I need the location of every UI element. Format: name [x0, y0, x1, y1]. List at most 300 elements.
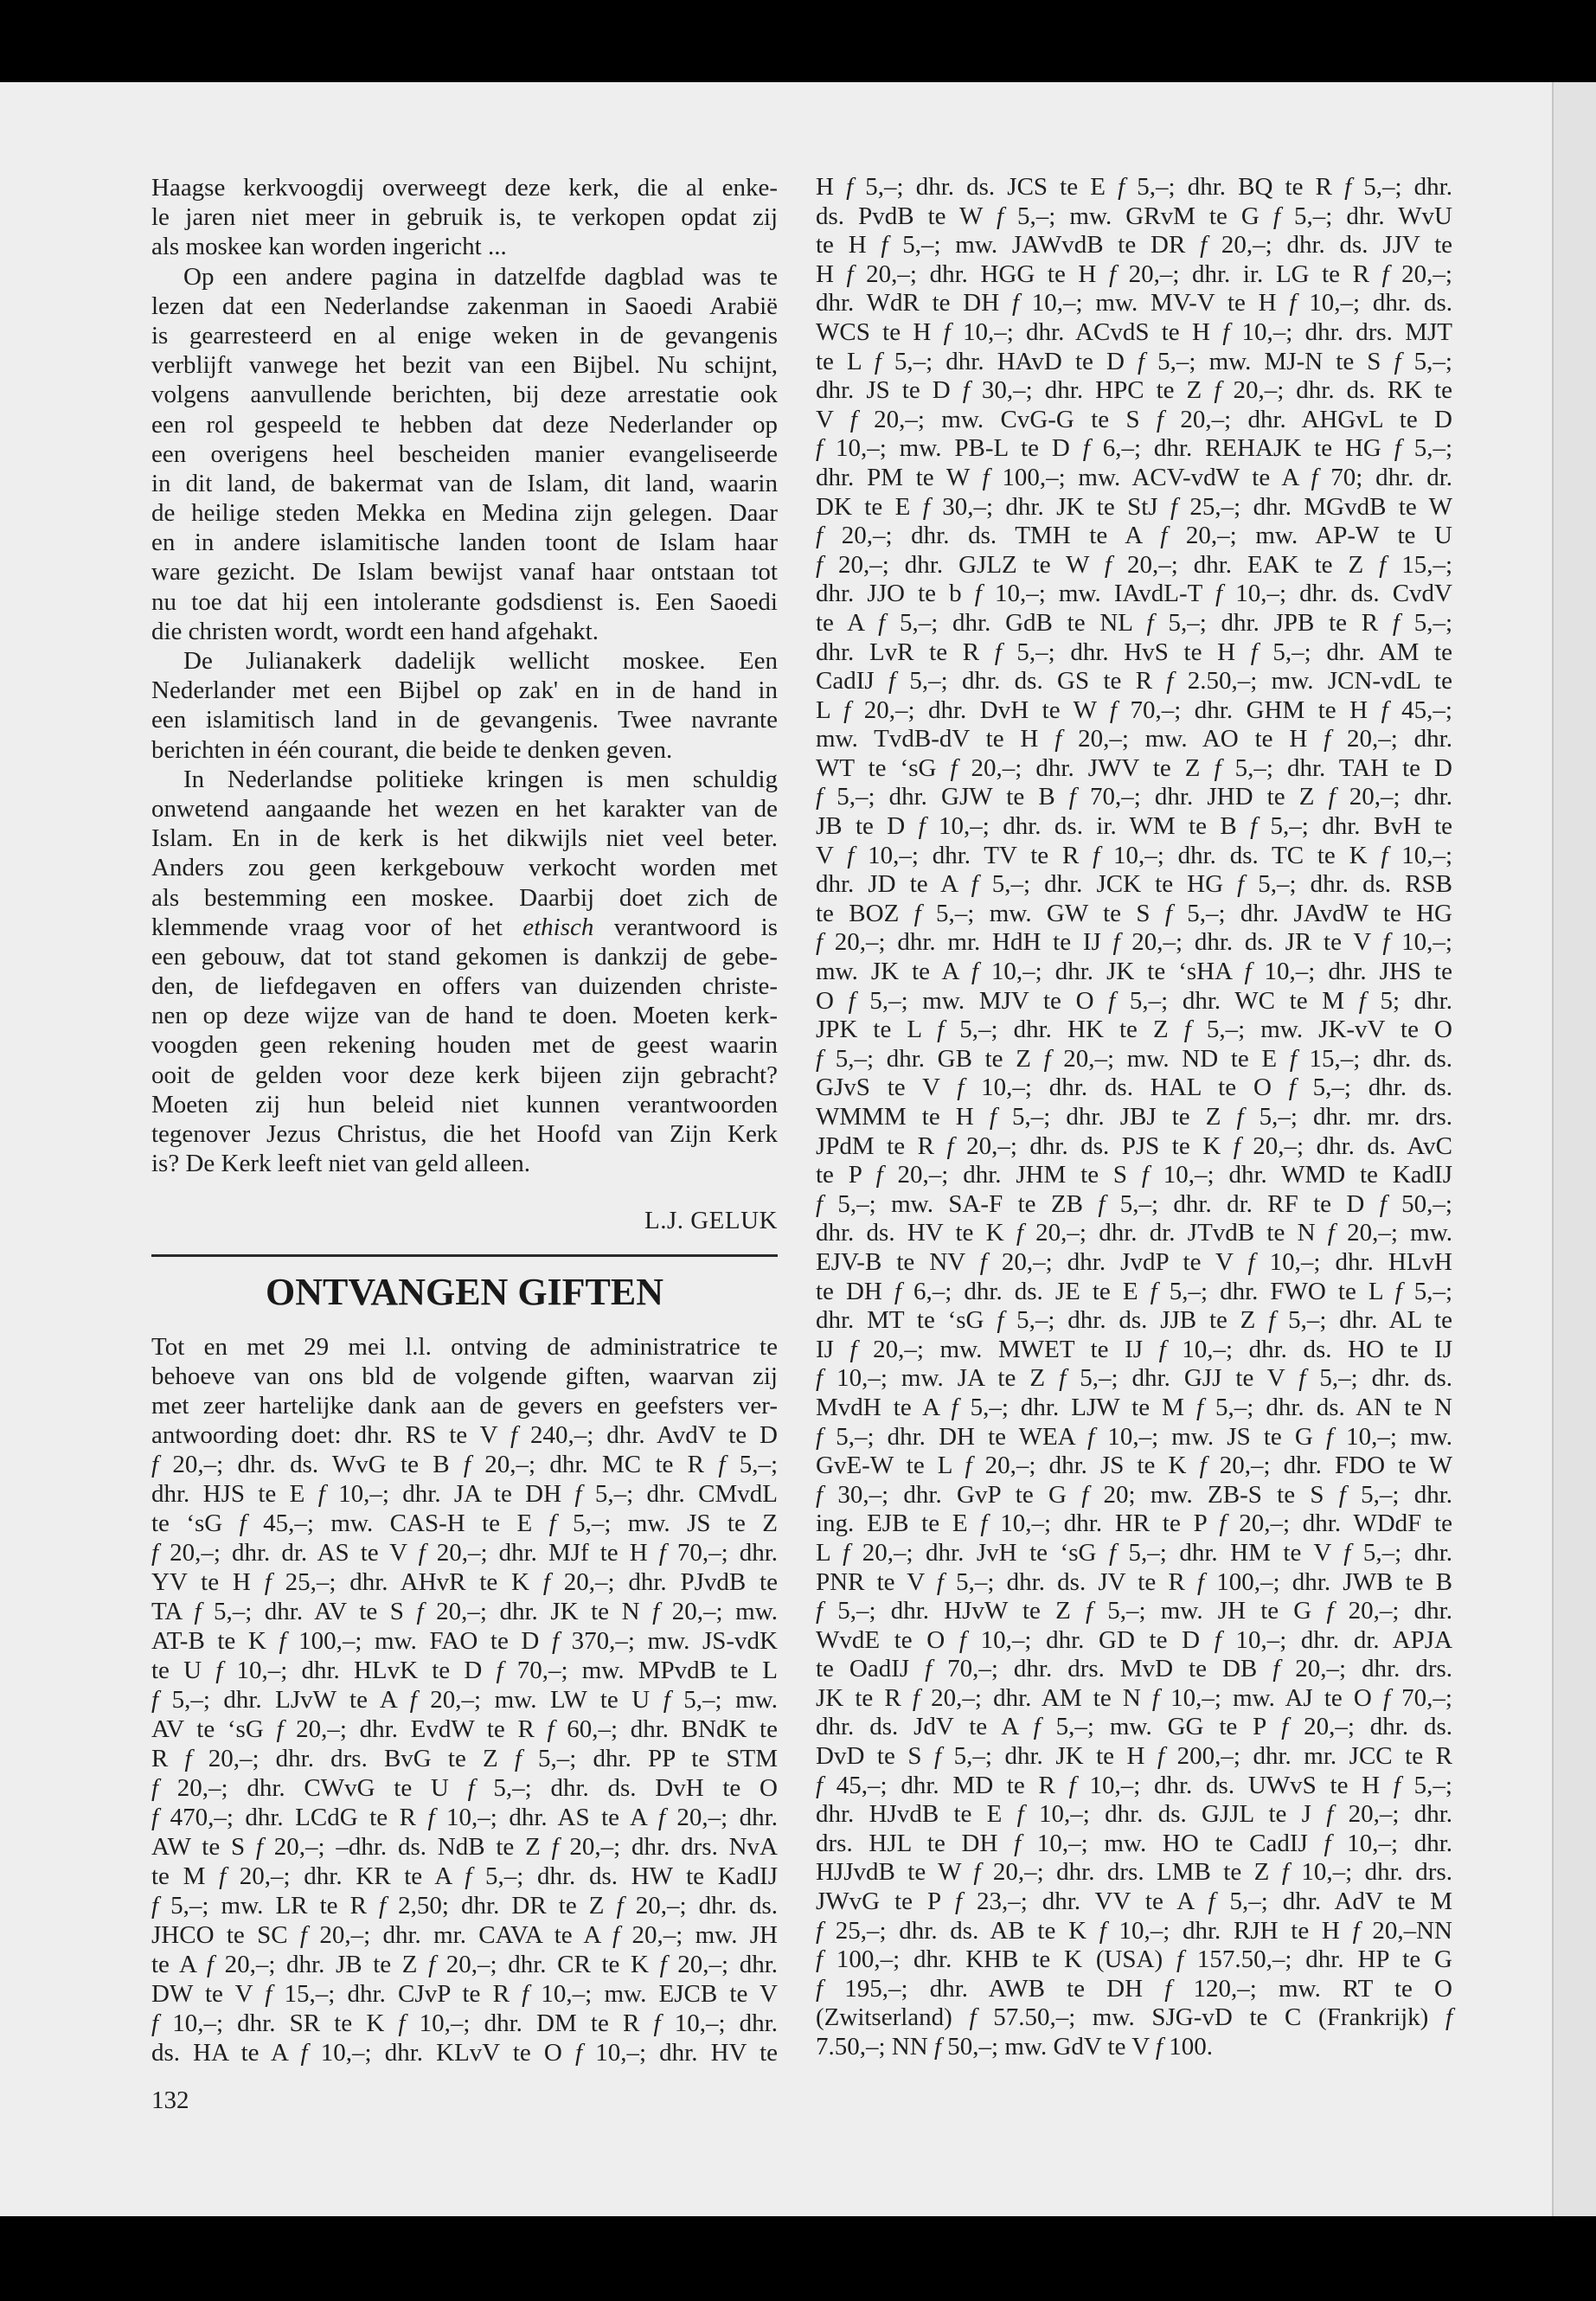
guilder-sign: f — [465, 1862, 472, 1890]
line-text: mw. TvdB-dV te H f 20,–; mw. AO te H f 20,–; dhr. — [816, 725, 1452, 753]
line-text: f 20,–; dhr. dr. AS te V f 20,–; dhr. MJf te H f 70,–; dhr. — [151, 1539, 778, 1567]
guilder-sign: f — [1272, 1655, 1280, 1683]
guilder-sign: f — [955, 1888, 963, 1916]
line-text: V f 20,–; mw. CvG-G te S f 20,–; dhr. AHGvL te D — [816, 405, 1452, 433]
guilder-sign: f — [1324, 1829, 1331, 1857]
guilder-sign: f — [846, 173, 854, 201]
line-text: f 20,–; dhr. CWvG te U f 5,–; dhr. ds. DvH te O — [151, 1774, 778, 1802]
line-text: O f 5,–; mw. MJV te O f 5,–; dhr. WC te M f 5; dhr. — [816, 986, 1452, 1015]
text-line — [816, 1975, 1452, 2004]
line-text: dhr. JS te D f 30,–; dhr. HPC te Z f 20,–; dhr. ds. RK te — [816, 376, 1452, 405]
line-text: een gebouw, dat tot stand gekomen is dankzij de gebe- — [151, 942, 778, 971]
guilder-sign: f — [971, 958, 978, 986]
line-text: (Zwitserland) f 57.50,–; mw. SJG-vD te C (Frankrijk) f — [816, 2003, 1452, 2032]
line-text: f 100,–; dhr. KHB te K (USA) f 157.50,–; dhr. HP te G — [816, 1945, 1452, 1974]
guilder-sign: f — [1112, 928, 1120, 957]
line-text: JWvG te P f 23,–; dhr. VV te A f 5,–; dhr. AdV te M — [816, 1888, 1452, 1916]
line-text: f 5,–; mw. LR te R f 2,50; dhr. DR te Z f 20,–; dhr. ds. — [151, 1892, 778, 1920]
guilder-sign: f — [816, 522, 824, 550]
guilder-sign: f — [1250, 812, 1258, 841]
guilder-sign: f — [184, 1745, 192, 1772]
text-line — [816, 434, 1452, 464]
guilder-sign: f — [965, 1452, 972, 1480]
guilder-sign: f — [1109, 695, 1117, 724]
guilder-sign: f — [925, 1655, 933, 1683]
guilder-sign: f — [1352, 1916, 1360, 1945]
guilder-sign: f — [239, 1509, 247, 1537]
guilder-sign: f — [1214, 376, 1221, 405]
guilder-sign: f — [816, 550, 824, 579]
line-text: GJvS te V f 10,–; dhr. ds. HAL te O f 5,–; dhr. ds. — [816, 1074, 1452, 1102]
line-text: In Nederlandse politieke kringen is men schuldig — [183, 765, 779, 793]
line-text: YV te H f 25,–; dhr. AHvR te K f 20,–; dhr. PJvdB te — [151, 1568, 778, 1596]
line-text: f 30,–; dhr. GvP te G f 20; mw. ZB-S te S f 5,–; dhr. — [816, 1480, 1453, 1509]
guilder-sign: f — [816, 1771, 824, 1799]
text-line — [151, 1332, 778, 1362]
guilder-sign: f — [1043, 1044, 1051, 1073]
guilder-sign: f — [317, 1480, 325, 1508]
guilder-sign: f — [658, 1539, 666, 1567]
guilder-sign: f — [574, 1480, 582, 1508]
text-line — [816, 1452, 1452, 1481]
text-line — [151, 1149, 778, 1178]
line-text: te A f 5,–; dhr. GdB te NL f 5,–; dhr. JPB te R f 5,–; — [816, 608, 1452, 637]
guilder-sign: f — [1195, 1393, 1203, 1421]
line-text: DK te E f 30,–; dhr. JK te StJ f 25,–; dhr. MGvdB te W — [816, 492, 1453, 521]
text-line — [816, 1830, 1452, 1859]
guilder-sign: f — [418, 1539, 426, 1567]
line-text: die christen wordt, wordt een hand afgehakt. — [151, 617, 599, 645]
line-text: dhr. ds. JdV te A f 5,–; mw. GG te P f 20,–; dhr. ds. — [816, 1713, 1453, 1741]
guilder-sign: f — [1086, 1597, 1093, 1625]
text-line — [816, 1074, 1452, 1103]
guilder-sign: f — [1381, 260, 1389, 288]
emphasis-text: ethisch — [522, 913, 594, 941]
guilder-sign: f — [1156, 405, 1163, 433]
line-text: MvdH te A f 5,–; dhr. LJW te M f 5,–; dhr. ds. AN te N — [816, 1393, 1452, 1421]
line-text: R f 20,–; dhr. drs. BvG te Z f 5,–; dhr. PP te STM — [151, 1745, 778, 1772]
guilder-sign: f — [1081, 1480, 1089, 1509]
text-line — [816, 1278, 1452, 1307]
text-line — [816, 667, 1452, 696]
line-text: nu toe dat hij een intolerante godsdienst is. Een Saoedi — [151, 587, 778, 616]
guilder-sign: f — [1244, 958, 1252, 986]
guilder-sign: f — [973, 1858, 981, 1887]
text-line — [151, 173, 778, 202]
line-text: f 20,–; dhr. GJLZ te W f 20,–; dhr. EAK te Z f 15,–; — [816, 550, 1453, 579]
line-text: dhr. JJO te b f 10,–; mw. IAvdL-T f 10,–; dhr. ds. CvdV — [816, 580, 1452, 608]
guilder-sign: f — [1288, 1074, 1296, 1102]
text-line — [816, 1016, 1452, 1045]
guilder-sign: f — [1328, 783, 1336, 811]
guilder-sign: f — [816, 1189, 824, 1218]
guilder-sign: f — [1082, 434, 1090, 463]
guilder-sign: f — [1392, 608, 1400, 637]
line-text: JPK te L f 5,–; dhr. HK te Z f 5,–; mw. JK-vV te O — [816, 1016, 1452, 1044]
guilder-sign: f — [1381, 695, 1388, 724]
text-line — [151, 646, 778, 676]
text-line — [816, 1800, 1452, 1830]
line-text: te P f 20,–; dhr. JHM te S f 10,–; dhr. WMD te KadIJ — [816, 1161, 1453, 1189]
text-line — [151, 913, 778, 942]
text-line — [816, 1626, 1452, 1656]
guilder-sign: f — [428, 1951, 436, 1978]
guilder-sign: f — [1199, 1452, 1207, 1480]
guilder-sign: f — [151, 1774, 159, 1802]
line-text: WCS te H f 10,–; dhr. ACvdS te H f 10,–; dhr. drs. MJT — [816, 317, 1452, 346]
guilder-sign: f — [1158, 1335, 1166, 1363]
text-line — [151, 1656, 778, 1685]
guilder-sign: f — [379, 1892, 387, 1920]
line-text: De Julianakerk dadelijk wellicht moskee. Een — [183, 647, 778, 675]
guilder-sign: f — [878, 608, 886, 637]
text-line — [816, 1568, 1452, 1598]
text-line — [151, 1001, 778, 1030]
article-author: L.J. GELUK — [644, 1207, 778, 1234]
line-text: DW te V f 15,–; dhr. CJvP te R f 10,–; mw. EJCB te V — [151, 1980, 778, 2008]
guilder-sign: f — [816, 1597, 824, 1625]
line-text: Tot en met 29 mei l.l. ontving de administratrice te — [151, 1333, 778, 1361]
line-text: te DH f 6,–; dhr. ds. JE te E f 5,–; dhr. FWO te L f 5,–; — [816, 1277, 1452, 1305]
guilder-sign: f — [1068, 783, 1076, 811]
line-text: dhr. HJvdB te E f 10,–; dhr. ds. GJJL te J f 20,–; dhr. — [816, 1800, 1452, 1829]
guilder-sign: f — [409, 1686, 417, 1714]
line-text: f 10,–; mw. JA te Z f 5,–; dhr. GJJ te V f 5,–; dhr. ds. — [816, 1364, 1453, 1393]
text-line — [151, 1744, 778, 1773]
line-text: f 10,–; mw. PB-L te D f 6,–; dhr. REHAJK te HG f 5,–; — [816, 434, 1453, 463]
guilder-sign: f — [1326, 1597, 1334, 1625]
line-text: WMMM te H f 5,–; dhr. JBJ te Z f 5,–; dhr. mr. drs. — [816, 1103, 1453, 1131]
guilder-sign: f — [514, 1745, 522, 1772]
line-text: AW te S f 20,–; –dhr. ds. NdB te Z f 20,–; dhr. drs. NvA — [151, 1833, 778, 1861]
guilder-sign: f — [1343, 1538, 1351, 1567]
line-text: een islamitisch land in de gevangenis. Twee navrante — [151, 706, 778, 734]
text-line — [151, 794, 778, 824]
line-text: CadIJ f 5,–; dhr. ds. GS te R f 2.50,–; mw. JCN-vdL te — [816, 667, 1452, 695]
guilder-sign: f — [843, 695, 851, 724]
guilder-sign: f — [1344, 173, 1352, 201]
text-line — [151, 883, 778, 913]
text-line — [816, 1597, 1452, 1626]
line-text: tegenover Jezus Christus, die het Hoofd van Zijn Kerk — [151, 1120, 778, 1148]
text-segment: verantwoord is — [593, 913, 778, 941]
text-line — [151, 557, 778, 586]
guilder-sign: f — [1233, 1131, 1240, 1160]
line-text: verblijft vanwege het bezit van een Bijbel. Nu schijnt, — [151, 351, 779, 380]
guilder-sign: f — [1146, 608, 1154, 637]
guilder-sign: f — [1166, 667, 1174, 695]
guilder-sign: f — [206, 1951, 214, 1978]
guilder-sign: f — [849, 1335, 857, 1363]
text-line — [151, 1391, 778, 1420]
guilder-sign: f — [881, 231, 888, 260]
guilder-sign: f — [979, 1247, 987, 1276]
line-text: te ‘sG f 45,–; mw. CAS-H te E f 5,–; mw. JS te Z — [151, 1509, 778, 1537]
guilder-sign: f — [1059, 1364, 1067, 1393]
line-text: JK te R f 20,–; dhr. AM te N f 10,–; mw. AJ te O f 70,–; — [816, 1683, 1452, 1712]
line-text: GvE-W te L f 20,–; dhr. JS te K f 20,–; dhr. FDO te W — [816, 1452, 1453, 1480]
guilder-sign: f — [1214, 1625, 1221, 1654]
line-text: PNR te V f 5,–; dhr. ds. JV te R f 100,–; dhr. JWB te B — [816, 1567, 1452, 1596]
line-text: te M f 20,–; dhr. KR te A f 5,–; dhr. ds. HW te KadIJ — [151, 1862, 778, 1890]
guilder-sign: f — [846, 260, 854, 288]
guilder-sign: f — [548, 1509, 556, 1537]
guilder-sign: f — [1197, 1567, 1205, 1596]
guilder-sign: f — [847, 841, 855, 869]
line-text: dhr. PM te W f 100,–; mw. ACV-vdW te A f 70; dhr. dr. — [816, 463, 1453, 491]
guilder-sign: f — [1379, 550, 1387, 579]
page-number: 132 — [151, 2086, 189, 2114]
guilder-sign: f — [1151, 1683, 1159, 1712]
guilder-sign: f — [1016, 1800, 1024, 1829]
guilder-sign: f — [1379, 1189, 1387, 1218]
text-line — [151, 1420, 778, 1450]
guilder-sign: f — [1394, 434, 1401, 463]
text-line — [151, 2038, 778, 2067]
guilder-sign: f — [934, 1742, 942, 1771]
scan-border-top — [0, 0, 1596, 82]
guilder-sign: f — [1098, 1189, 1106, 1218]
guilder-sign: f — [888, 667, 896, 695]
guilder-sign: f — [1237, 870, 1245, 899]
line-text: ooit de gelden voor deze kerk bijeen zijn gebracht? — [151, 1061, 778, 1089]
text-line — [151, 1538, 778, 1567]
line-text: f 5,–; mw. SA-F te ZB f 5,–; dhr. dr. RF te D f 50,–; — [816, 1189, 1452, 1218]
line-text: dhr. MT te ‘sG f 5,–; dhr. ds. JJB te Z f 5,–; dhr. AL te — [816, 1306, 1452, 1335]
text-line — [816, 1336, 1452, 1365]
guilder-sign: f — [467, 1774, 475, 1802]
text-line — [151, 292, 778, 321]
line-text: f 20,–; dhr. ds. WvG te B f 20,–; dhr. MC te R f 5,–; — [151, 1451, 779, 1478]
guilder-sign: f — [1016, 1219, 1023, 1247]
text-line — [816, 1713, 1452, 1742]
guilder-sign: f — [1311, 463, 1318, 491]
line-text: DvD te S f 5,–; dhr. JK te H f 200,–; dhr. mr. JCC te R — [816, 1742, 1452, 1771]
guilder-sign: f — [300, 2039, 308, 2067]
guilder-sign: f — [946, 1131, 954, 1160]
guilder-sign: f — [1108, 1538, 1117, 1567]
guilder-sign: f — [1394, 347, 1401, 375]
text-line — [816, 1509, 1452, 1539]
guilder-sign: f — [1327, 1219, 1335, 1247]
text-line — [816, 1394, 1452, 1423]
line-text: ware gezicht. De Islam bewijst vanaf haar ontstaan tot — [151, 558, 778, 586]
guilder-sign: f — [151, 1539, 159, 1567]
guilder-sign: f — [1324, 725, 1331, 753]
line-text: Islam. En in de kerk is het dikwijls niet veel beter. — [151, 824, 778, 853]
text-line — [151, 705, 778, 734]
text-line — [816, 725, 1452, 754]
text-line — [151, 1362, 778, 1391]
guilder-sign: f — [816, 928, 824, 957]
guilder-sign: f — [1200, 231, 1208, 260]
line-text: WT te ‘sG f 20,–; dhr. JWV te Z f 5,–; dhr. TAH te D — [816, 753, 1452, 782]
guilder-sign: f — [971, 870, 978, 899]
guilder-sign: f — [816, 1916, 824, 1945]
text-line — [151, 469, 778, 498]
text-line — [816, 2003, 1452, 2033]
text-line — [151, 1030, 778, 1060]
text-line — [151, 1862, 778, 1891]
text-line — [816, 376, 1452, 406]
guilder-sign: f — [496, 1657, 503, 1684]
guilder-sign: f — [894, 1277, 901, 1305]
line-text: f 470,–; dhr. LCdG te R f 10,–; dhr. AS te A f 20,–; dhr. — [151, 1804, 778, 1831]
text-line — [151, 587, 778, 617]
line-text: L f 20,–; dhr. DvH te W f 70,–; dhr. GHM te H f 45,–; — [816, 695, 1452, 724]
line-text: lezen dat een Nederlandse zakenman in Saoedi Arabië — [151, 292, 778, 320]
line-text: drs. HJL te DH f 10,–; mw. HO te CadIJ f 10,–; dhr. — [816, 1829, 1452, 1857]
line-text: te H f 5,–; mw. JAWvdB te DR f 20,–; dhr. ds. JJV te — [816, 231, 1453, 260]
line-text: f 5,–; dhr. GB te Z f 20,–; mw. ND te E f 15,–; dhr. ds. — [816, 1044, 1453, 1073]
line-text: dhr. JD te A f 5,–; dhr. JCK te HG f 5,–; dhr. ds. RSB — [816, 870, 1453, 899]
text-line — [816, 1423, 1452, 1452]
guilder-sign: f — [980, 1509, 988, 1538]
text-segment: klemmende vraag voor of het — [151, 913, 523, 941]
line-text: Haagse kerkvoogdij overweegt deze kerk, die al enke- — [151, 174, 778, 202]
guilder-sign: f — [1281, 1858, 1289, 1887]
guilder-sign: f — [1157, 1742, 1165, 1771]
text-line — [816, 638, 1452, 668]
guilder-sign: f — [463, 1451, 471, 1478]
scan-border-bottom — [0, 2216, 1596, 2301]
guilder-sign: f — [255, 1833, 263, 1861]
text-line — [151, 1920, 778, 1950]
text-line — [816, 1161, 1452, 1190]
text-line — [816, 1219, 1452, 1248]
line-text: IJ f 20,–; mw. MWET te IJ f 10,–; dhr. ds. HO te IJ — [816, 1335, 1452, 1363]
guilder-sign: f — [816, 783, 824, 811]
guilder-sign: f — [522, 1980, 529, 2008]
text-line — [151, 1803, 778, 1832]
guilder-sign: f — [1108, 986, 1116, 1015]
guilder-sign: f — [1164, 1974, 1172, 2003]
line-text: HJJvdB te W f 20,–; dhr. drs. LMB te Z f 10,–; dhr. drs. — [816, 1858, 1453, 1887]
text-line — [816, 754, 1452, 784]
line-text: den, de liefdegaven en offers van duizenden christe- — [151, 972, 778, 1001]
line-text: f 5,–; dhr. HJvW te Z f 5,–; mw. JH te G f 20,–; dhr. — [816, 1597, 1452, 1625]
guilder-sign: f — [1068, 1771, 1076, 1799]
text-line — [816, 1772, 1452, 1801]
text-line — [816, 551, 1452, 580]
line-text: als moskee kan worden ingericht ... — [151, 233, 507, 261]
line-text: L f 20,–; dhr. JvH te ‘sG f 5,–; dhr. HM te V f 5,–; dhr. — [816, 1538, 1453, 1567]
line-text: is gearresteerd en al enige weken in de gevangenis — [151, 321, 778, 349]
text-line — [816, 1306, 1452, 1336]
line-text: te L f 5,–; dhr. HAvD te D f 5,–; mw. MJ-N te S f 5,–; — [816, 347, 1452, 375]
text-line — [816, 522, 1452, 551]
text-line — [816, 1945, 1452, 1975]
guilder-sign: f — [1208, 1888, 1215, 1916]
donations-column-right — [816, 173, 1452, 2062]
guilder-sign: f — [616, 1892, 624, 1920]
guilder-sign: f — [1382, 1683, 1391, 1712]
guilder-sign: f — [1381, 841, 1388, 869]
line-text: f 195,–; dhr. AWB te DH f 120,–; mw. RT te O — [816, 1974, 1452, 2003]
guilder-sign: f — [874, 347, 881, 375]
text-line — [816, 1888, 1452, 1917]
line-text: H f 20,–; dhr. HGG te H f 20,–; dhr. ir. LG te R f 20,–; — [816, 260, 1452, 288]
text-line — [151, 380, 778, 409]
text-line — [816, 1045, 1452, 1074]
text-line — [151, 262, 778, 292]
text-line — [151, 1090, 778, 1119]
guilder-sign: f — [875, 1161, 883, 1189]
guilder-sign: f — [1214, 753, 1221, 782]
line-text: berichten in één courant, die beide te denken geven. — [151, 735, 673, 764]
guilder-sign: f — [1014, 1829, 1022, 1857]
line-text: f 5,–; dhr. DH te WEA f 10,–; mw. JS te G f 10,–; mw. — [816, 1422, 1452, 1451]
guilder-sign: f — [1141, 1161, 1149, 1189]
line-text: Op een andere pagina in datzelfde dagblad was te — [183, 262, 778, 291]
text-line — [151, 232, 778, 261]
guilder-sign: f — [219, 1862, 227, 1890]
guilder-sign: f — [1011, 289, 1020, 317]
guilder-sign: f — [849, 405, 857, 433]
text-line — [151, 942, 778, 971]
guilder-sign: f — [264, 1568, 272, 1596]
line-text: AT-B te K f 100,–; mw. FAO te D f 370,–; mw. JS-vdK — [151, 1627, 778, 1655]
text-line — [816, 1481, 1452, 1510]
text-line — [816, 202, 1452, 232]
guilder-sign: f — [816, 1044, 824, 1073]
text-line — [816, 958, 1452, 987]
article-column — [151, 173, 778, 1178]
line-text: mw. JK te A f 10,–; dhr. JK te ‘sHA f 10,–; dhr. JHS te — [816, 958, 1452, 986]
text-line — [151, 1832, 778, 1862]
guilder-sign: f — [913, 899, 921, 927]
guilder-sign: f — [215, 1657, 223, 1684]
guilder-sign: f — [1250, 638, 1258, 666]
guilder-sign: f — [194, 1598, 202, 1625]
guilder-sign: f — [1338, 1480, 1346, 1509]
line-text: dhr. HJS te E f 10,–; dhr. JA te DH f 5,–; dhr. CMvdL — [151, 1480, 778, 1508]
guilder-sign: f — [1219, 1509, 1227, 1538]
guilder-sign: f — [1268, 1306, 1276, 1335]
text-line — [816, 173, 1452, 202]
line-text: te U f 10,–; dhr. HLvK te D f 70,–; mw. MPvdB te L — [151, 1657, 778, 1684]
text-line — [151, 439, 778, 469]
text-line — [151, 1597, 778, 1626]
guilder-sign: f — [1093, 841, 1100, 869]
text-line — [816, 928, 1452, 958]
guilder-sign: f — [1118, 173, 1125, 201]
line-text: ds. PvdB te W f 5,–; mw. GRvM te G f 5,–; dhr. WvU — [816, 202, 1452, 230]
guilder-sign: f — [718, 1451, 726, 1478]
guilder-sign: f — [951, 1393, 958, 1421]
line-text: nen op deze wijze van de hand te doen. Moeten kerk- — [151, 1002, 778, 1030]
line-text: in dit land, de bakermat van de Islam, dit land, waarin — [151, 469, 778, 497]
guilder-sign: f — [1164, 899, 1172, 927]
line-text: te OadIJ f 70,–; dhr. drs. MvD te DB f 20,–; dhr. drs. — [816, 1655, 1453, 1683]
line-text: H f 5,–; dhr. ds. JCS te E f 5,–; dhr. BQ te R f 5,–; dhr. — [816, 173, 1452, 201]
text-line — [816, 609, 1452, 638]
line-text — [151, 913, 778, 942]
guilder-sign: f — [816, 1364, 824, 1393]
line-text: f 10,–; dhr. SR te K f 10,–; dhr. DM te R f 10,–; dhr. — [151, 2009, 778, 2037]
guilder-sign: f — [151, 2009, 159, 2037]
text-line — [816, 1655, 1452, 1684]
guilder-sign: f — [427, 1804, 435, 1831]
guilder-sign: f — [958, 1625, 966, 1654]
guilder-sign: f — [937, 1016, 945, 1044]
guilder-sign: f — [547, 1715, 554, 1743]
text-line — [816, 1684, 1452, 1714]
text-line — [151, 617, 778, 646]
section-heading: ONTVANGEN GIFTEN — [265, 1271, 664, 1313]
text-line — [151, 1567, 778, 1597]
guilder-sign: f — [969, 2003, 977, 2032]
